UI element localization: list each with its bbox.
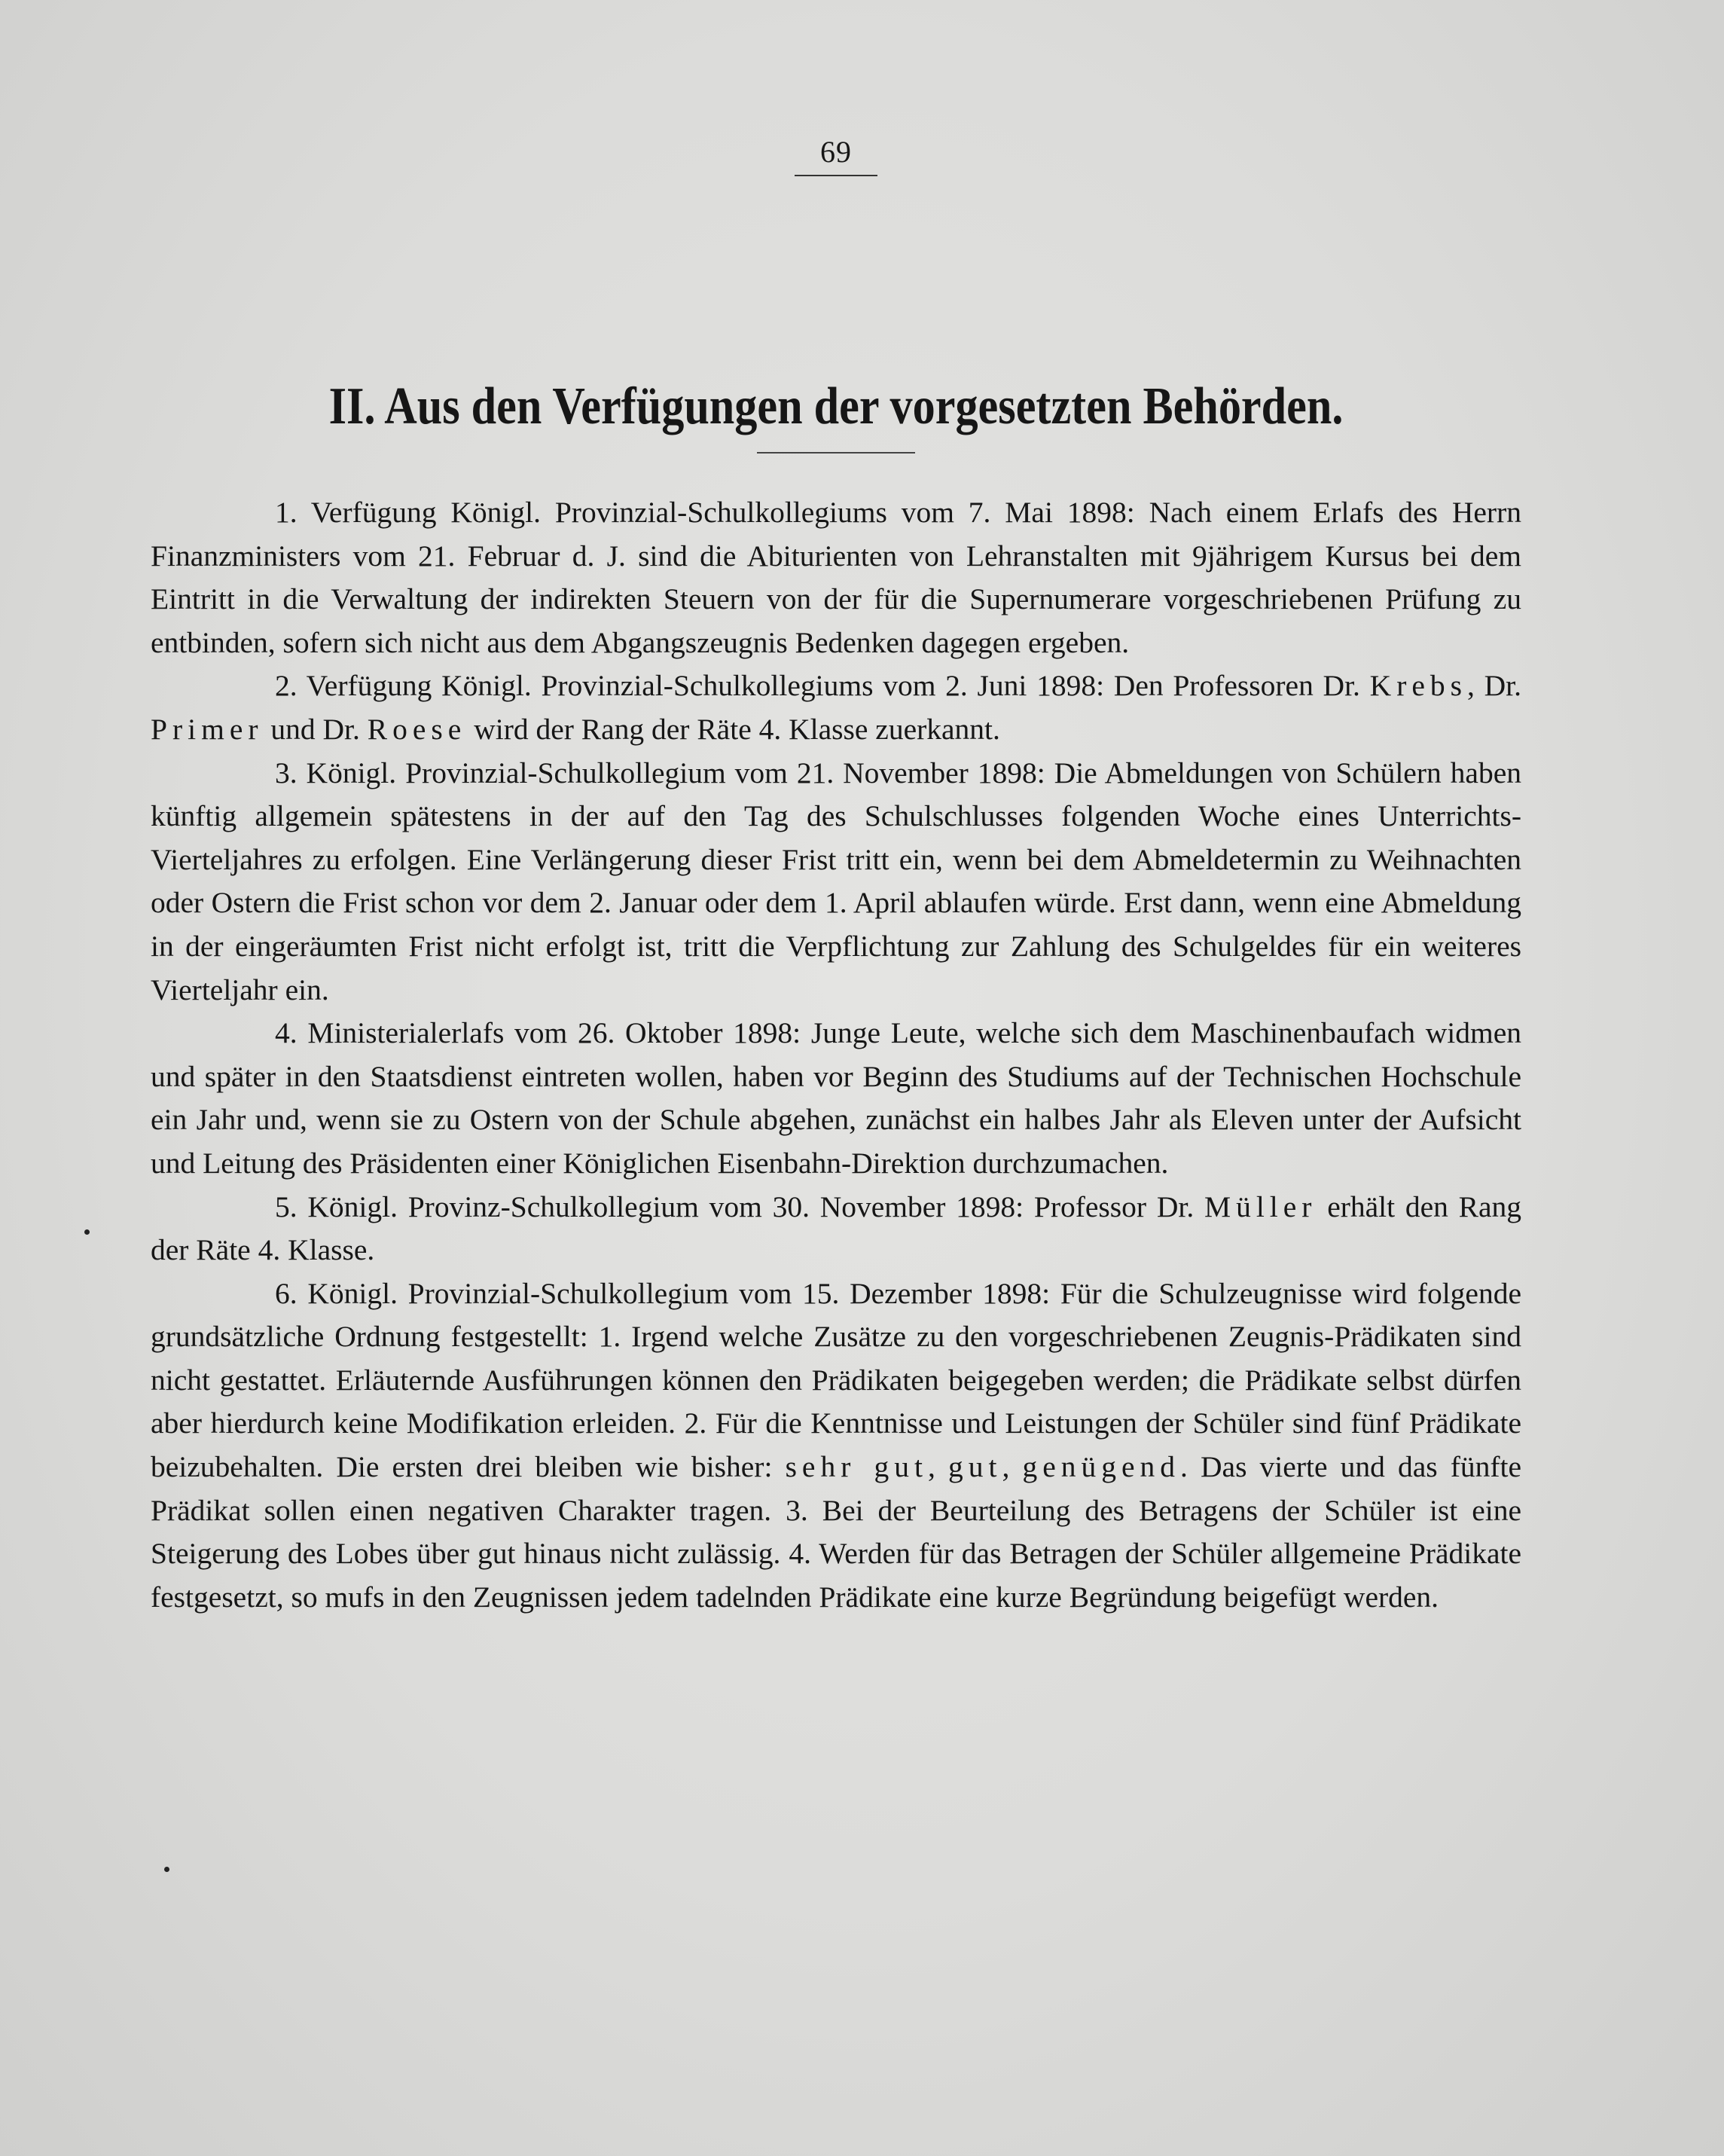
name-krebs: Krebs (1369, 669, 1468, 703)
paragraph-2-part-3: und Dr. (270, 712, 360, 746)
grade-genuegend: genügend (1022, 1450, 1181, 1484)
grade-sehr-gut: sehr gut (785, 1450, 928, 1484)
page-number: 69 (820, 135, 852, 169)
print-speck (164, 1867, 169, 1872)
paragraph-3: 3. Königl. Provinzial-Schulkollegium vom 21. November 1898: Die Abmeldungen von Schülern haben künftig allgemein spätestens in der auf den Tag des Schulschlusses folgenden Woche eines Unterrichts-Vierteljahres zu erfolgen. Eine Verlängerung dieser Frist tritt ein, wenn bei dem Abmeldetermin zu Weihnachten oder Ostern die Frist schon vor dem 2. Januar oder dem 1. April ablaufen würde. Erst dann, wenn eine Abmeldung in der eingeräumten Frist nicht erfolgt ist, tritt die Verpflichtung zur Zahlung des Schulgeldes für ein weiteres Vierteljahr ein. (151, 756, 1521, 1006)
section-heading: II. Aus den Verfügungen der vorgesetzten Behörden. (328, 377, 1344, 435)
paragraph-2-part-2: , Dr. (1467, 669, 1521, 703)
name-mueller: Müller (1204, 1189, 1317, 1223)
paragraph-2-part-1: 2. Verfügung Königl. Provinzial-Schulkollegiums vom 2. Juni 1898: Den Professoren Dr. (275, 669, 1360, 703)
paragraph-6-part-1: 6. Königl. Provinzial-Schulkollegium vom 15. Dezember 1898: Für die Schulzeugnisse wird folgende grundsätzliche Ordnung festgestellt: 1. Irgend welche Zusätze zu den vorgeschriebenen Zeugnis-Prädikaten sind nicht gestattet. Erläuternde Ausführungen können den Prädikaten beigegeben werden; die Prädikate selbst dürfen aber hierdurch keine Modifikation erleiden. 2. Für die Kenntnisse und Leistungen der Schüler sind fünf Prädikate beizubehalten. Die ersten drei bleiben wie bisher: (151, 1276, 1521, 1484)
document-body (151, 491, 1521, 1619)
paragraph-2 (151, 664, 1521, 751)
paragraph-2-part-4: wird der Rang der Räte 4. Klasse zuerkannt. (474, 712, 1000, 746)
paragraph-1: 1. Verfügung Königl. Provinzial-Schulkollegiums vom 7. Mai 1898: Nach einem Erlafs des Herrn Finanzministers vom 21. Februar d. J. sind die Abiturienten von Lehranstalten mit 9jährigem Kursus bei dem Eintritt in die Verwaltung der indirekten Steuern von der für die Supernumerare vorgeschriebenen Prüfung zu entbinden, sofern sich nicht aus dem Abgangszeugnis Bedenken dagegen ergeben. (151, 496, 1521, 659)
name-primer: Primer (151, 712, 264, 746)
paragraph-6: 6. Königl. Provinzial-Schulkollegium vom 15. Dezember 1898: Für die Schulzeugnisse wird folgende grundsätzliche Ordnung festgestellt: 1. Irgend welche Zusätze zu den vorgeschriebenen Zeugnis-Prädikaten sind nicht gestattet. Erläuternde Ausführungen können den Prädikaten beigegeben werden; die Prädikate selbst dürfen aber hierdurch keine Modifikation erleiden. 2. Für die Kenntnisse und Leistungen der Schüler sind fünf Prädikate beizubehalten. Die ersten drei bleiben wie bisher: sehr gut, gut, genügend. Das vierte und das fünfte Prädikat sollen einen negativen Charakter tragen. 3. Bei der Beurteilung des Betragens der Schüler ist eine Steigerung des Lobes über gut hinaus nicht zulässig. 4. Werden für das Betragen der Schüler allgemeine Prädikate festgesetzt, so mufs in den Zeugnissen jedem tadelnden Prädikate eine kurze Begründung beigefügt werden. (151, 1276, 1522, 1614)
paragraph-5-part-1: 5. Königl. Provinz-Schulkollegium vom 30. November 1898: Professor Dr. (275, 1189, 1195, 1223)
name-roese: Roese (367, 712, 467, 746)
paragraph-5-part-2: erhält den Rang der Räte 4. Klasse. (151, 1189, 1522, 1267)
print-speck (84, 1229, 90, 1235)
paragraph-6-part-2: . Das vierte und das fünfte Prädikat sollen einen negativen Charakter tragen. 3. Bei der Beurteilung des Betragens der Schüler ist eine Steigerung des Lobes über gut hinaus nicht zulässig. 4. Werden für das Betragen der Schüler allgemeine Prädikate festgesetzt, so mufs in den Zeugnissen jedem tadelnden Prädikate eine kurze Begründung beigefügt werden. (151, 1450, 1522, 1614)
paragraph-5 (151, 1186, 1521, 1272)
page-number-rule (795, 175, 877, 176)
heading-rule (757, 452, 915, 453)
grade-gut: gut (947, 1450, 1002, 1484)
paragraph-4: 4. Ministerialerlafs vom 26. Oktober 1898: Junge Leute, welche sich dem Maschinenbaufach widmen und später in den Staatsdienst eintreten wollen, haben vor Beginn des Studiums auf der Technischen Hochschule ein Jahr und, wenn sie zu Ostern von der Schule abgehen, zunächst ein halbes Jahr als Eleven unter der Aufsicht und Leitung des Präsidenten einer Königlichen Eisenbahn-Direktion durchzumachen. (151, 1016, 1521, 1180)
